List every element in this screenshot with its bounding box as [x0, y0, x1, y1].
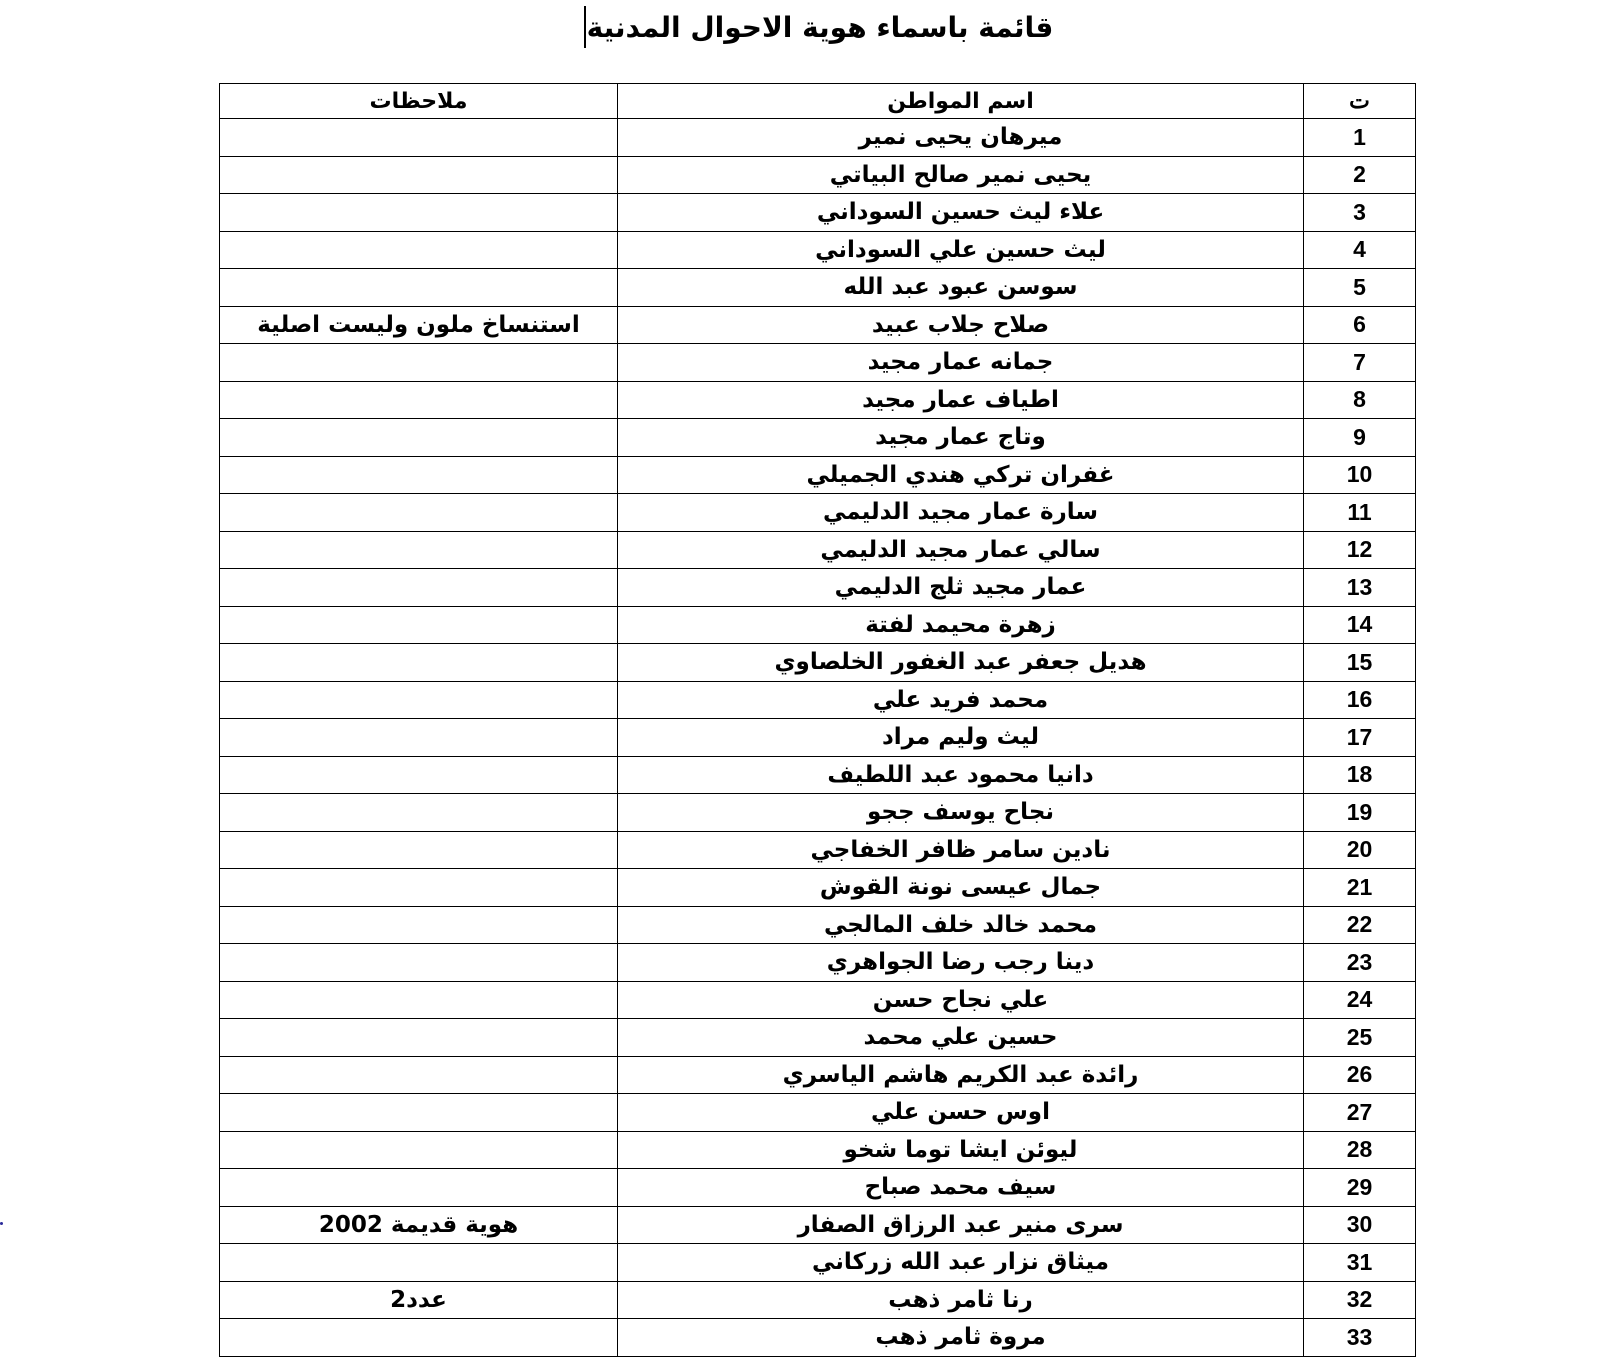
row-notes	[220, 494, 618, 532]
row-citizen-name: غفران تركي هندي الجميلي	[618, 456, 1304, 494]
row-citizen-name: ميرهان يحيى نمير	[618, 119, 1304, 157]
table-row	[220, 569, 1416, 607]
row-number: 12	[1304, 531, 1416, 569]
row-citizen-name: سالي عمار مجيد الدليمي	[618, 531, 1304, 569]
table-row	[220, 531, 1416, 569]
table-row	[220, 644, 1416, 682]
stray-dot	[0, 1222, 3, 1225]
table-row	[220, 681, 1416, 719]
row-notes	[220, 1094, 618, 1132]
table-row	[220, 419, 1416, 457]
row-citizen-name: سيف محمد صباح	[618, 1169, 1304, 1207]
row-number: 32	[1304, 1281, 1416, 1319]
row-notes	[220, 1019, 618, 1057]
row-number: 7	[1304, 344, 1416, 382]
row-number: 8	[1304, 381, 1416, 419]
row-notes: هوية قديمة 2002	[220, 1206, 618, 1244]
row-number: 11	[1304, 494, 1416, 532]
citizen-table-body	[220, 84, 1416, 1357]
table-row	[220, 981, 1416, 1019]
row-citizen-name: سرى منير عبد الرزاق الصفار	[618, 1206, 1304, 1244]
row-number: 17	[1304, 719, 1416, 757]
row-notes: عدد2	[220, 1281, 618, 1319]
table-row	[220, 606, 1416, 644]
row-notes	[220, 794, 618, 832]
row-number: 15	[1304, 644, 1416, 682]
row-notes	[220, 831, 618, 869]
row-notes	[220, 456, 618, 494]
row-number: 1	[1304, 119, 1416, 157]
row-citizen-name: هديل جعفر عبد الغفور الخلصاوي	[618, 644, 1304, 682]
citizen-table	[219, 83, 1416, 1357]
row-number: 16	[1304, 681, 1416, 719]
row-notes: استنساخ ملون وليست اصلية	[220, 306, 618, 344]
table-row	[220, 1094, 1416, 1132]
header-citizen-name: اسم المواطن	[618, 84, 1304, 119]
table-row	[220, 906, 1416, 944]
table-row	[220, 494, 1416, 532]
table-row	[220, 231, 1416, 269]
table-row	[220, 381, 1416, 419]
table-row	[220, 344, 1416, 382]
row-citizen-name: يحيى نمير صالح البياتي	[618, 156, 1304, 194]
table-row	[220, 1056, 1416, 1094]
row-number: 21	[1304, 869, 1416, 907]
row-number: 33	[1304, 1319, 1416, 1357]
table-row	[220, 794, 1416, 832]
row-citizen-name: سوسن عبود عبد الله	[618, 269, 1304, 307]
row-citizen-name: دينا رجب رضا الجواهري	[618, 944, 1304, 982]
row-number: 30	[1304, 1206, 1416, 1244]
row-notes	[220, 681, 618, 719]
row-number: 5	[1304, 269, 1416, 307]
row-number: 24	[1304, 981, 1416, 1019]
row-citizen-name: محمد خالد خلف المالجي	[618, 906, 1304, 944]
row-citizen-name: علاء ليث حسين السوداني	[618, 194, 1304, 232]
header-number: ت	[1304, 84, 1416, 119]
table-row	[220, 306, 1416, 344]
row-citizen-name: عمار مجيد ثلج الدليمي	[618, 569, 1304, 607]
row-notes	[220, 1319, 618, 1357]
table-row	[220, 456, 1416, 494]
row-number: 27	[1304, 1094, 1416, 1132]
row-citizen-name: علي نجاح حسن	[618, 981, 1304, 1019]
row-notes	[220, 606, 618, 644]
table-row	[220, 119, 1416, 157]
row-number: 4	[1304, 231, 1416, 269]
table-row	[220, 869, 1416, 907]
row-citizen-name: مروة ثامر ذهب	[618, 1319, 1304, 1357]
row-notes	[220, 944, 618, 982]
table-header-row	[220, 84, 1416, 119]
row-citizen-name: نادين سامر ظافر الخفاجي	[618, 831, 1304, 869]
row-number: 19	[1304, 794, 1416, 832]
row-citizen-name: رائدة عبد الكريم هاشم الياسري	[618, 1056, 1304, 1094]
document-title: قائمة باسماء هوية الاحوال المدنية	[586, 11, 1054, 44]
row-citizen-name: جمانه عمار مجيد	[618, 344, 1304, 382]
table-row	[220, 1319, 1416, 1357]
row-number: 9	[1304, 419, 1416, 457]
table-row	[220, 1169, 1416, 1207]
row-number: 20	[1304, 831, 1416, 869]
row-notes	[220, 194, 618, 232]
row-citizen-name: حسين علي محمد	[618, 1019, 1304, 1057]
row-notes	[220, 1056, 618, 1094]
table-row	[220, 719, 1416, 757]
row-number: 3	[1304, 194, 1416, 232]
row-notes	[220, 1131, 618, 1169]
table-row	[220, 156, 1416, 194]
row-notes	[220, 719, 618, 757]
row-number: 6	[1304, 306, 1416, 344]
row-citizen-name: وتاج عمار مجيد	[618, 419, 1304, 457]
row-citizen-name: ليث وليم مراد	[618, 719, 1304, 757]
row-citizen-name: دانيا محمود عبد اللطيف	[618, 756, 1304, 794]
header-notes: ملاحظات	[220, 84, 618, 119]
row-notes	[220, 1169, 618, 1207]
table-row	[220, 1019, 1416, 1057]
table-row	[220, 1206, 1416, 1244]
row-number: 14	[1304, 606, 1416, 644]
row-notes	[220, 1244, 618, 1282]
row-number: 22	[1304, 906, 1416, 944]
row-citizen-name: زهرة محيمد لفتة	[618, 606, 1304, 644]
row-number: 2	[1304, 156, 1416, 194]
row-number: 29	[1304, 1169, 1416, 1207]
table-row	[220, 269, 1416, 307]
row-notes	[220, 569, 618, 607]
row-citizen-name: اوس حسن علي	[618, 1094, 1304, 1132]
row-notes	[220, 644, 618, 682]
table-row	[220, 1244, 1416, 1282]
table-row	[220, 944, 1416, 982]
row-number: 28	[1304, 1131, 1416, 1169]
row-number: 18	[1304, 756, 1416, 794]
row-number: 13	[1304, 569, 1416, 607]
row-notes	[220, 869, 618, 907]
table-row	[220, 194, 1416, 232]
row-citizen-name: جمال عيسى نونة القوش	[618, 869, 1304, 907]
row-citizen-name: صلاح جلاب عبيد	[618, 306, 1304, 344]
row-number: 23	[1304, 944, 1416, 982]
row-citizen-name: رنا ثامر ذهب	[618, 1281, 1304, 1319]
row-citizen-name: ليث حسين علي السوداني	[618, 231, 1304, 269]
row-citizen-name: ليوئن ايشا توما شخو	[618, 1131, 1304, 1169]
row-notes	[220, 119, 618, 157]
table-row	[220, 1131, 1416, 1169]
row-notes	[220, 156, 618, 194]
row-notes	[220, 906, 618, 944]
text-cursor	[584, 6, 586, 48]
row-notes	[220, 531, 618, 569]
row-notes	[220, 981, 618, 1019]
row-citizen-name: اطياف عمار مجيد	[618, 381, 1304, 419]
row-notes	[220, 344, 618, 382]
row-citizen-name: ميثاق نزار عبد الله زركاني	[618, 1244, 1304, 1282]
row-notes	[220, 419, 618, 457]
row-notes	[220, 381, 618, 419]
row-citizen-name: محمد فريد علي	[618, 681, 1304, 719]
row-number: 25	[1304, 1019, 1416, 1057]
row-notes	[220, 269, 618, 307]
row-number: 31	[1304, 1244, 1416, 1282]
table-row	[220, 831, 1416, 869]
row-citizen-name: نجاح يوسف ججو	[618, 794, 1304, 832]
row-notes	[220, 756, 618, 794]
row-notes	[220, 231, 618, 269]
table-row	[220, 756, 1416, 794]
row-number: 26	[1304, 1056, 1416, 1094]
row-citizen-name: سارة عمار مجيد الدليمي	[618, 494, 1304, 532]
table-row	[220, 1281, 1416, 1319]
row-number: 10	[1304, 456, 1416, 494]
